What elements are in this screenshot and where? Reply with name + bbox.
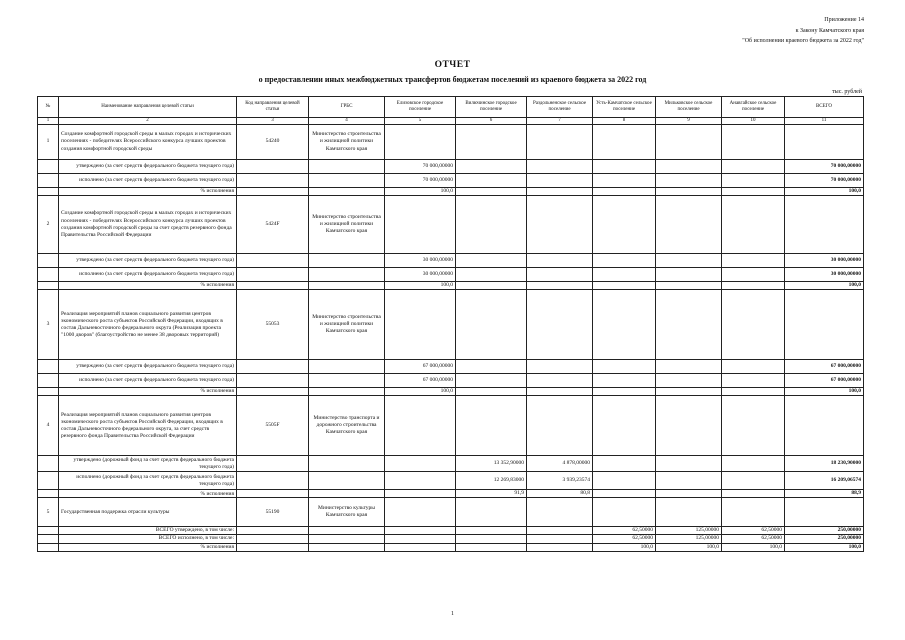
percent-label: % исполнения (59, 188, 237, 196)
percent-value (656, 388, 722, 396)
approved-value (456, 254, 527, 268)
percent-value: 91,9 (456, 490, 527, 498)
executed-value (527, 374, 593, 388)
approved-row (38, 360, 864, 374)
percent-value (722, 282, 785, 290)
column-number: 9 (656, 118, 722, 125)
executed-value: 3 939,23574 (527, 472, 593, 490)
total-executed-row-value (385, 535, 456, 543)
header-num: № (38, 97, 59, 118)
percent-value (656, 490, 722, 498)
approved-total: 67 000,00000 (785, 360, 864, 374)
total-approved-row-value (527, 527, 593, 535)
empty-cell (237, 543, 309, 551)
direction-code: 5424F (237, 196, 309, 254)
approved-value: 70 000,00000 (385, 160, 456, 174)
approved-value (593, 160, 656, 174)
percent-value (593, 188, 656, 196)
direction-code: 55053 (237, 290, 309, 360)
total-executed-row-value: 62,50000 (722, 535, 785, 543)
total-percent-row-total: 100,0 (785, 543, 864, 551)
empty-cell (38, 360, 59, 374)
empty-cell (385, 125, 456, 160)
percent-value (527, 388, 593, 396)
report-title: ОТЧЕТ (434, 60, 471, 70)
empty-cell (309, 374, 385, 388)
empty-cell (309, 254, 385, 268)
empty-cell (237, 456, 309, 472)
empty-cell (38, 188, 59, 196)
total-percent-row-value: 100,0 (656, 543, 722, 551)
empty-cell (309, 456, 385, 472)
percent-value (456, 188, 527, 196)
header-total: ВСЕГО (785, 97, 864, 118)
section-row (38, 125, 864, 160)
executed-total: 70 000,00000 (785, 174, 864, 188)
total-approved-row-value (385, 527, 456, 535)
executed-row (38, 174, 864, 188)
total-executed-row-total: 250,00000 (785, 535, 864, 543)
percent-value: 100,0 (385, 282, 456, 290)
page-number: 1 (451, 611, 454, 617)
percent-value: 80,8 (527, 490, 593, 498)
total-executed-row-value: 125,00000 (656, 535, 722, 543)
executed-value (593, 374, 656, 388)
executed-row (38, 472, 864, 490)
column-number-row (38, 118, 864, 125)
percent-row (38, 490, 864, 498)
header-settlement-4: Усть-Камчатское сельское поселение (593, 97, 656, 118)
total-percent-row-value (527, 543, 593, 551)
row-number: 1 (38, 125, 59, 160)
empty-cell (237, 535, 309, 543)
row-number: 5 (38, 498, 59, 527)
executed-value (593, 268, 656, 282)
approved-value (593, 456, 656, 472)
approved-value (527, 160, 593, 174)
direction-code: 54240 (237, 125, 309, 160)
empty-cell (593, 196, 656, 254)
approved-value: 13 352,90000 (456, 456, 527, 472)
approved-value: 4 878,00000 (527, 456, 593, 472)
empty-cell (385, 498, 456, 527)
percent-value (722, 490, 785, 498)
empty-cell (385, 196, 456, 254)
direction-name: Создание комфортной городской среды в малых городах и исторических поселениях - победителях Всероссийского конкурса лучших проектов создания комфортной городской среды (59, 125, 237, 160)
empty-cell (38, 254, 59, 268)
section-row (38, 290, 864, 360)
header-settlement-5: Мильковское сельское поселение (656, 97, 722, 118)
executed-row (38, 374, 864, 388)
approved-value (456, 360, 527, 374)
approved-value (656, 360, 722, 374)
executed-value (456, 268, 527, 282)
executed-value (593, 472, 656, 490)
approved-row (38, 254, 864, 268)
empty-cell (785, 290, 864, 360)
approved-label: утверждено (за счет средств федерального бюджета текущего года) (59, 160, 237, 174)
empty-cell (722, 196, 785, 254)
total-executed-row-label: ВСЕГО исполнено, в том числе: (59, 535, 237, 543)
approved-value (593, 360, 656, 374)
section-row (38, 498, 864, 527)
direction-code: 5505F (237, 396, 309, 456)
header-grbs: ГРБС (309, 97, 385, 118)
executed-value (722, 174, 785, 188)
empty-cell (309, 472, 385, 490)
empty-cell (309, 535, 385, 543)
executed-label: исполнено (за счет средств федерального бюджета текущего года) (59, 268, 237, 282)
column-number: 6 (456, 118, 527, 125)
empty-cell (722, 396, 785, 456)
approved-value (456, 160, 527, 174)
percent-value (527, 188, 593, 196)
executed-value (527, 268, 593, 282)
empty-cell (237, 282, 309, 290)
approved-value (722, 456, 785, 472)
empty-cell (309, 388, 385, 396)
empty-cell (456, 290, 527, 360)
empty-cell (309, 543, 385, 551)
empty-cell (309, 188, 385, 196)
empty-cell (237, 490, 309, 498)
empty-cell (785, 396, 864, 456)
approved-value (656, 160, 722, 174)
units-label: тыс. рублей (832, 89, 862, 95)
executed-value (456, 174, 527, 188)
row-number: 3 (38, 290, 59, 360)
total-percent-row-label: % исполнения (59, 543, 237, 551)
percent-label: % исполнения (59, 388, 237, 396)
total-approved-row (38, 527, 864, 535)
total-executed-row-value (456, 535, 527, 543)
percent-value (656, 282, 722, 290)
executed-label: исполнено (за счет средств федерального бюджета текущего года) (59, 374, 237, 388)
total-percent-row-value (456, 543, 527, 551)
empty-cell (385, 290, 456, 360)
executed-label: исполнено (за счет средств федерального бюджета текущего года) (59, 174, 237, 188)
empty-cell (237, 374, 309, 388)
empty-cell (722, 498, 785, 527)
approved-total: 18 230,90000 (785, 456, 864, 472)
empty-cell (38, 174, 59, 188)
column-number: 2 (59, 118, 237, 125)
approved-value (656, 254, 722, 268)
direction-name: Реализация мероприятий планов социального развития центров экономического роста субъектов Российской Федерации, входящих в состав Дальневосточного федерального округа, за счет средств резервного фонда Правительства Российской Федерации (59, 396, 237, 456)
approved-value (527, 360, 593, 374)
empty-cell (38, 160, 59, 174)
empty-cell (38, 535, 59, 543)
empty-cell (38, 374, 59, 388)
empty-cell (309, 360, 385, 374)
header-code: Код направления целевой статьи (237, 97, 309, 118)
empty-cell (237, 527, 309, 535)
approved-row (38, 456, 864, 472)
total-approved-row-value (456, 527, 527, 535)
total-percent-row-value: 100,0 (722, 543, 785, 551)
empty-cell (38, 472, 59, 490)
transfers-table (37, 96, 864, 552)
percent-value (656, 188, 722, 196)
empty-cell (456, 396, 527, 456)
empty-cell (309, 490, 385, 498)
direction-name: Реализация мероприятий планов социального развития центров экономического роста субъектов Российской Федерации, входящих в состав Дальневосточного федерального округа (Реализация проекта "1000 дворов" (благоустройство не менее 38 дворовых территорий) (59, 290, 237, 360)
percent-value: 100,0 (385, 388, 456, 396)
empty-cell (309, 527, 385, 535)
direction-name: Государственная поддержка отрасли культуры (59, 498, 237, 527)
total-approved-row-total: 250,00000 (785, 527, 864, 535)
percent-value (456, 282, 527, 290)
executed-value (656, 174, 722, 188)
empty-cell (593, 498, 656, 527)
report-subtitle: о предоставлении иных межбюджетных трансфертов бюджетам поселений из краевого бюджета за 2022 год (258, 75, 647, 84)
row-number: 2 (38, 196, 59, 254)
empty-cell (785, 125, 864, 160)
empty-cell (237, 188, 309, 196)
empty-cell (309, 282, 385, 290)
total-executed-row-value (527, 535, 593, 543)
empty-cell (309, 268, 385, 282)
approved-label: утверждено (за счет средств федерального бюджета текущего года) (59, 254, 237, 268)
executed-value (656, 374, 722, 388)
column-number: 10 (722, 118, 785, 125)
empty-cell (656, 196, 722, 254)
percent-row (38, 388, 864, 396)
header-settlement-3: Раздольненское сельское поселение (527, 97, 593, 118)
grbs-name: Министерство культуры Камчатского края (309, 498, 385, 527)
executed-value (456, 374, 527, 388)
empty-cell (38, 388, 59, 396)
empty-cell (527, 290, 593, 360)
executed-total: 16 209,06574 (785, 472, 864, 490)
row-number: 4 (38, 396, 59, 456)
column-number: 3 (237, 118, 309, 125)
empty-cell (593, 396, 656, 456)
empty-cell (656, 498, 722, 527)
header-settlement-6: Анавгайское сельское поселение (722, 97, 785, 118)
empty-cell (237, 472, 309, 490)
empty-cell (527, 196, 593, 254)
executed-value (722, 268, 785, 282)
total-executed-row (38, 535, 864, 543)
header-settlement-1: Елизовское городское поселение (385, 97, 456, 118)
approved-value (722, 254, 785, 268)
approved-value (527, 254, 593, 268)
empty-cell (309, 160, 385, 174)
approved-total: 30 000,00000 (785, 254, 864, 268)
empty-cell (656, 290, 722, 360)
executed-value (593, 174, 656, 188)
percent-value (593, 388, 656, 396)
percent-value (593, 282, 656, 290)
executed-value (656, 268, 722, 282)
header-row (38, 97, 864, 118)
column-number: 7 (527, 118, 593, 125)
approved-value: 67 000,00000 (385, 360, 456, 374)
executed-value: 30 000,00000 (385, 268, 456, 282)
percent-total: 100,0 (785, 282, 864, 290)
approved-value (656, 456, 722, 472)
approved-value (385, 456, 456, 472)
header-settlement-2: Вилючинское городское поселение (456, 97, 527, 118)
approved-value: 30 000,00000 (385, 254, 456, 268)
column-number: 11 (785, 118, 864, 125)
percent-value (722, 188, 785, 196)
appendix-note (742, 15, 864, 47)
empty-cell (38, 527, 59, 535)
empty-cell (456, 498, 527, 527)
empty-cell (456, 125, 527, 160)
appendix-line: Приложение 14 (824, 17, 864, 23)
percent-total: 100,0 (785, 388, 864, 396)
executed-row (38, 268, 864, 282)
empty-cell (785, 196, 864, 254)
empty-cell (527, 498, 593, 527)
empty-cell (38, 456, 59, 472)
column-number: 8 (593, 118, 656, 125)
empty-cell (593, 125, 656, 160)
percent-row (38, 188, 864, 196)
executed-value (722, 472, 785, 490)
appendix-line: "Об исполнении краевого бюджета за 2022 год" (742, 38, 864, 44)
executed-value (722, 374, 785, 388)
empty-cell (722, 125, 785, 160)
total-executed-row-value: 62,50000 (593, 535, 656, 543)
grbs-name: Министерство строительства и жилищной политики Камчатского края (309, 196, 385, 254)
total-approved-row-value: 62,50000 (593, 527, 656, 535)
percent-value: 100,0 (385, 188, 456, 196)
empty-cell (237, 174, 309, 188)
empty-cell (722, 290, 785, 360)
approved-label: утверждено (за счет средств федерального бюджета текущего года) (59, 360, 237, 374)
direction-name: Создание комфортной городской среды в малых городах и исторических поселениях - победителях Всероссийского конкурса лучших проектов создания комфортной городской среды за счет средств резервного фонда Правительства Российской Федерации (59, 196, 237, 254)
executed-value: 67 000,00000 (385, 374, 456, 388)
section-row (38, 396, 864, 456)
empty-cell (237, 268, 309, 282)
executed-value (385, 472, 456, 490)
percent-value (722, 388, 785, 396)
empty-cell (656, 396, 722, 456)
direction-code: 55190 (237, 498, 309, 527)
approved-value (722, 360, 785, 374)
empty-cell (527, 125, 593, 160)
empty-cell (309, 174, 385, 188)
empty-cell (656, 125, 722, 160)
grbs-name: Министерство строительства и жилищной политики Камчатского края (309, 290, 385, 360)
column-number: 4 (309, 118, 385, 125)
percent-label: % исполнения (59, 282, 237, 290)
empty-cell (593, 290, 656, 360)
total-approved-row-label: ВСЕГО утверждено, в том числе: (59, 527, 237, 535)
empty-cell (237, 160, 309, 174)
percent-row (38, 282, 864, 290)
empty-cell (456, 196, 527, 254)
total-approved-row-value: 62,50000 (722, 527, 785, 535)
header-name: Наименование направления целевой статьи (59, 97, 237, 118)
section-row (38, 196, 864, 254)
approved-value (722, 160, 785, 174)
percent-value (456, 388, 527, 396)
grbs-name: Министерство транспорта и дорожного строительства Камчатского края (309, 396, 385, 456)
executed-total: 67 000,00000 (785, 374, 864, 388)
executed-value: 12 269,83000 (456, 472, 527, 490)
total-percent-row-value (385, 543, 456, 551)
total-percent-row (38, 543, 864, 551)
empty-cell (385, 396, 456, 456)
percent-total: 88,9 (785, 490, 864, 498)
empty-cell (38, 543, 59, 551)
empty-cell (38, 282, 59, 290)
grbs-name: Министерство строительства и жилищной политики Камчатского края (309, 125, 385, 160)
total-percent-row-value: 100,0 (593, 543, 656, 551)
percent-value (385, 490, 456, 498)
percent-value (593, 490, 656, 498)
executed-label: исполнено (дорожный фонд за счет средств федерального бюджета текущего года) (59, 472, 237, 490)
empty-cell (237, 388, 309, 396)
executed-value: 70 000,00000 (385, 174, 456, 188)
approved-total: 70 000,00000 (785, 160, 864, 174)
executed-value (527, 174, 593, 188)
appendix-line: к Закону Камчатского края (795, 27, 864, 34)
executed-total: 30 000,00000 (785, 268, 864, 282)
executed-value (656, 472, 722, 490)
empty-cell (38, 268, 59, 282)
empty-cell (237, 360, 309, 374)
approved-label: утверждено (дорожный фонд за счет средств федерального бюджета текущего года) (59, 456, 237, 472)
empty-cell (527, 396, 593, 456)
percent-total: 100,0 (785, 188, 864, 196)
approved-value (593, 254, 656, 268)
empty-cell (38, 490, 59, 498)
column-number: 5 (385, 118, 456, 125)
percent-value (527, 282, 593, 290)
approved-row (38, 160, 864, 174)
empty-cell (785, 498, 864, 527)
total-approved-row-value: 125,00000 (656, 527, 722, 535)
empty-cell (237, 254, 309, 268)
column-number: 1 (38, 118, 59, 125)
percent-label: % исполнения (59, 490, 237, 498)
